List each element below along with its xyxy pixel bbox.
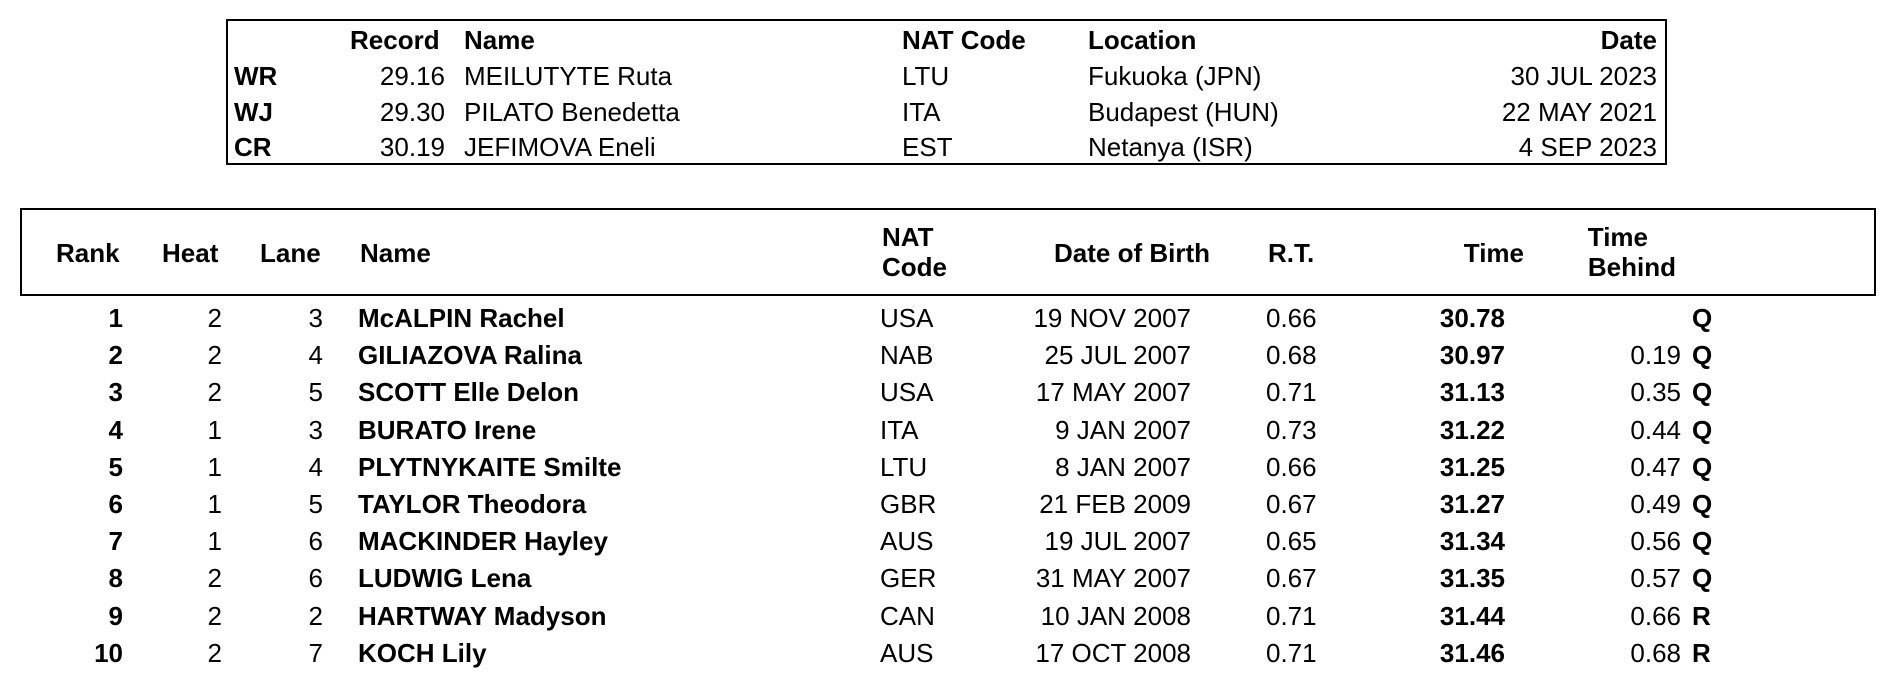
rank-cell: 6 bbox=[108, 489, 123, 519]
record-location: Netanya (ISR) bbox=[1088, 132, 1253, 162]
rt-cell: 0.71 bbox=[1266, 600, 1317, 631]
record-holder: JEFIMOVA Eneli bbox=[464, 132, 656, 162]
record-code: WJ bbox=[234, 97, 273, 127]
record-row bbox=[228, 61, 1665, 97]
qualifier-mark: Q bbox=[1692, 563, 1713, 594]
athlete-name: BURATO Irene bbox=[358, 414, 537, 445]
dob-cell: 8 JAN 2007 bbox=[1055, 451, 1191, 482]
lane-cell: 4 bbox=[308, 451, 323, 482]
heat-cell: 2 bbox=[207, 303, 222, 333]
nat-cell: CAN bbox=[880, 600, 935, 631]
results-header bbox=[20, 208, 1876, 296]
record-date: 30 JUL 2023 bbox=[1510, 61, 1657, 91]
nat-cell: GER bbox=[880, 563, 937, 594]
athlete-name: KOCH Lily bbox=[358, 637, 487, 668]
rank-cell: 3 bbox=[108, 377, 123, 408]
lane-cell: 7 bbox=[308, 637, 323, 668]
time-cell: 30.97 bbox=[1439, 340, 1505, 371]
rank-cell: 4 bbox=[108, 414, 123, 445]
header-nat-line2: Code bbox=[882, 252, 947, 282]
qualifier-mark: Q bbox=[1692, 489, 1713, 519]
time-cell: 31.27 bbox=[1439, 489, 1505, 519]
records-header-nat: NAT Code bbox=[902, 25, 1026, 55]
header-lane: Lane bbox=[260, 238, 321, 268]
behind-cell: 0.68 bbox=[1630, 637, 1681, 668]
nat-cell: USA bbox=[880, 377, 934, 408]
dob-cell: 19 NOV 2007 bbox=[1033, 303, 1191, 333]
rank-cell: 5 bbox=[108, 451, 123, 482]
table-row bbox=[0, 486, 1881, 523]
heat-cell: 2 bbox=[207, 377, 222, 408]
athlete-name: LUDWIG Lena bbox=[358, 563, 532, 594]
header-behind-line2: Behind bbox=[1587, 252, 1676, 282]
rank-cell: 10 bbox=[94, 637, 123, 668]
rt-cell: 0.67 bbox=[1266, 563, 1317, 594]
rt-cell: 0.73 bbox=[1266, 414, 1317, 445]
nat-cell: LTU bbox=[880, 451, 928, 482]
table-row bbox=[0, 412, 1881, 449]
nat-cell: ITA bbox=[880, 414, 919, 445]
rank-cell: 2 bbox=[108, 340, 123, 371]
header-time: Time bbox=[1463, 238, 1524, 268]
nat-cell: NAB bbox=[880, 340, 934, 371]
qualifier-mark: Q bbox=[1692, 526, 1713, 557]
rt-cell: 0.71 bbox=[1266, 377, 1317, 408]
heat-cell: 1 bbox=[207, 414, 222, 445]
heat-cell: 2 bbox=[207, 340, 222, 371]
record-nat: LTU bbox=[902, 61, 950, 91]
time-cell: 31.46 bbox=[1439, 637, 1505, 668]
time-cell: 31.35 bbox=[1439, 563, 1505, 594]
behind-cell: 0.35 bbox=[1630, 377, 1681, 408]
dob-cell: 19 JUL 2007 bbox=[1044, 526, 1191, 557]
behind-cell: 0.66 bbox=[1630, 600, 1681, 631]
rank-cell: 7 bbox=[108, 526, 123, 557]
record-time: 30.19 bbox=[379, 132, 445, 162]
dob-cell: 17 OCT 2008 bbox=[1035, 637, 1191, 668]
athlete-name: PLYTNYKAITE Smilte bbox=[358, 451, 622, 482]
lane-cell: 3 bbox=[308, 414, 323, 445]
dob-cell: 10 JAN 2008 bbox=[1040, 600, 1191, 631]
nat-cell: USA bbox=[880, 303, 934, 333]
rank-cell: 9 bbox=[108, 600, 123, 631]
header-dob: Date of Birth bbox=[1054, 238, 1210, 268]
header-rt: R.T. bbox=[1268, 238, 1315, 268]
table-row bbox=[0, 560, 1881, 597]
qualifier-mark: R bbox=[1692, 600, 1711, 631]
lane-cell: 5 bbox=[308, 377, 323, 408]
record-location: Budapest (HUN) bbox=[1088, 97, 1279, 127]
lane-cell: 6 bbox=[308, 526, 323, 557]
behind-cell: 0.44 bbox=[1630, 414, 1681, 445]
qualifier-mark: Q bbox=[1692, 303, 1713, 333]
lane-cell: 6 bbox=[308, 563, 323, 594]
nat-cell: GBR bbox=[880, 489, 937, 519]
header-heat: Heat bbox=[162, 238, 219, 268]
heat-cell: 1 bbox=[207, 489, 222, 519]
record-nat: ITA bbox=[902, 97, 941, 127]
record-time: 29.16 bbox=[379, 61, 445, 91]
dob-cell: 25 JUL 2007 bbox=[1044, 340, 1191, 371]
athlete-name: McALPIN Rachel bbox=[358, 303, 565, 333]
record-row bbox=[228, 132, 1665, 168]
rt-cell: 0.66 bbox=[1266, 303, 1317, 333]
records-table bbox=[226, 19, 1667, 165]
rt-cell: 0.65 bbox=[1266, 526, 1317, 557]
athlete-name: HARTWAY Madyson bbox=[358, 600, 607, 631]
table-row bbox=[0, 337, 1881, 374]
time-cell: 30.78 bbox=[1439, 303, 1505, 333]
time-cell: 31.13 bbox=[1439, 377, 1505, 408]
records-header-location: Location bbox=[1088, 25, 1197, 55]
lane-cell: 3 bbox=[308, 303, 323, 333]
header-rank: Rank bbox=[56, 238, 120, 268]
record-code: CR bbox=[234, 132, 272, 162]
qualifier-mark: Q bbox=[1692, 377, 1713, 408]
time-cell: 31.25 bbox=[1439, 451, 1505, 482]
rt-cell: 0.68 bbox=[1266, 340, 1317, 371]
dob-cell: 17 MAY 2007 bbox=[1035, 377, 1191, 408]
athlete-name: MACKINDER Hayley bbox=[358, 526, 608, 557]
record-holder: PILATO Benedetta bbox=[464, 97, 680, 127]
dob-cell: 9 JAN 2007 bbox=[1055, 414, 1191, 445]
heat-cell: 2 bbox=[207, 600, 222, 631]
lane-cell: 4 bbox=[308, 340, 323, 371]
nat-cell: AUS bbox=[880, 526, 934, 557]
heat-cell: 2 bbox=[207, 563, 222, 594]
records-header-name: Name bbox=[464, 25, 535, 55]
qualifier-mark: R bbox=[1692, 637, 1711, 668]
time-cell: 31.44 bbox=[1439, 600, 1505, 631]
athlete-name: GILIAZOVA Ralina bbox=[358, 340, 582, 371]
rt-cell: 0.67 bbox=[1266, 489, 1317, 519]
heat-cell: 1 bbox=[207, 451, 222, 482]
table-row bbox=[0, 523, 1881, 560]
header-nat-line1: NAT bbox=[882, 222, 934, 252]
record-nat: EST bbox=[902, 132, 953, 162]
behind-cell: 0.49 bbox=[1630, 489, 1681, 519]
lane-cell: 5 bbox=[308, 489, 323, 519]
table-row bbox=[0, 598, 1881, 635]
rank-cell: 8 bbox=[108, 563, 123, 594]
time-cell: 31.22 bbox=[1439, 414, 1505, 445]
behind-cell: 0.47 bbox=[1630, 451, 1681, 482]
table-row bbox=[0, 635, 1881, 672]
header-behind-line1: Time bbox=[1587, 222, 1648, 252]
heat-cell: 1 bbox=[207, 526, 222, 557]
dob-cell: 21 FEB 2009 bbox=[1039, 489, 1191, 519]
rank-cell: 1 bbox=[108, 303, 123, 333]
behind-cell: 0.19 bbox=[1630, 340, 1681, 371]
table-row bbox=[0, 449, 1881, 486]
athlete-name: SCOTT Elle Delon bbox=[358, 377, 580, 408]
record-date: 22 MAY 2021 bbox=[1501, 97, 1657, 127]
record-time: 29.30 bbox=[379, 97, 445, 127]
header-name: Name bbox=[360, 238, 431, 268]
behind-cell: 0.57 bbox=[1630, 563, 1681, 594]
rt-cell: 0.71 bbox=[1266, 637, 1317, 668]
athlete-name: TAYLOR Theodora bbox=[358, 489, 587, 519]
record-row bbox=[228, 97, 1665, 133]
qualifier-mark: Q bbox=[1692, 340, 1713, 371]
behind-cell: 0.56 bbox=[1630, 526, 1681, 557]
records-header-record: Record bbox=[350, 25, 440, 55]
qualifier-mark: Q bbox=[1692, 451, 1713, 482]
record-holder: MEILUTYTE Ruta bbox=[464, 61, 673, 91]
lane-cell: 2 bbox=[308, 600, 323, 631]
record-code: WR bbox=[234, 61, 278, 91]
table-row bbox=[0, 374, 1881, 411]
record-date: 4 SEP 2023 bbox=[1518, 132, 1657, 162]
rt-cell: 0.66 bbox=[1266, 451, 1317, 482]
dob-cell: 31 MAY 2007 bbox=[1035, 563, 1191, 594]
time-cell: 31.34 bbox=[1439, 526, 1505, 557]
records-header-date: Date bbox=[1600, 25, 1657, 55]
table-row bbox=[0, 300, 1881, 337]
heat-cell: 2 bbox=[207, 637, 222, 668]
record-location: Fukuoka (JPN) bbox=[1088, 61, 1262, 91]
qualifier-mark: Q bbox=[1692, 414, 1713, 445]
nat-cell: AUS bbox=[880, 637, 934, 668]
